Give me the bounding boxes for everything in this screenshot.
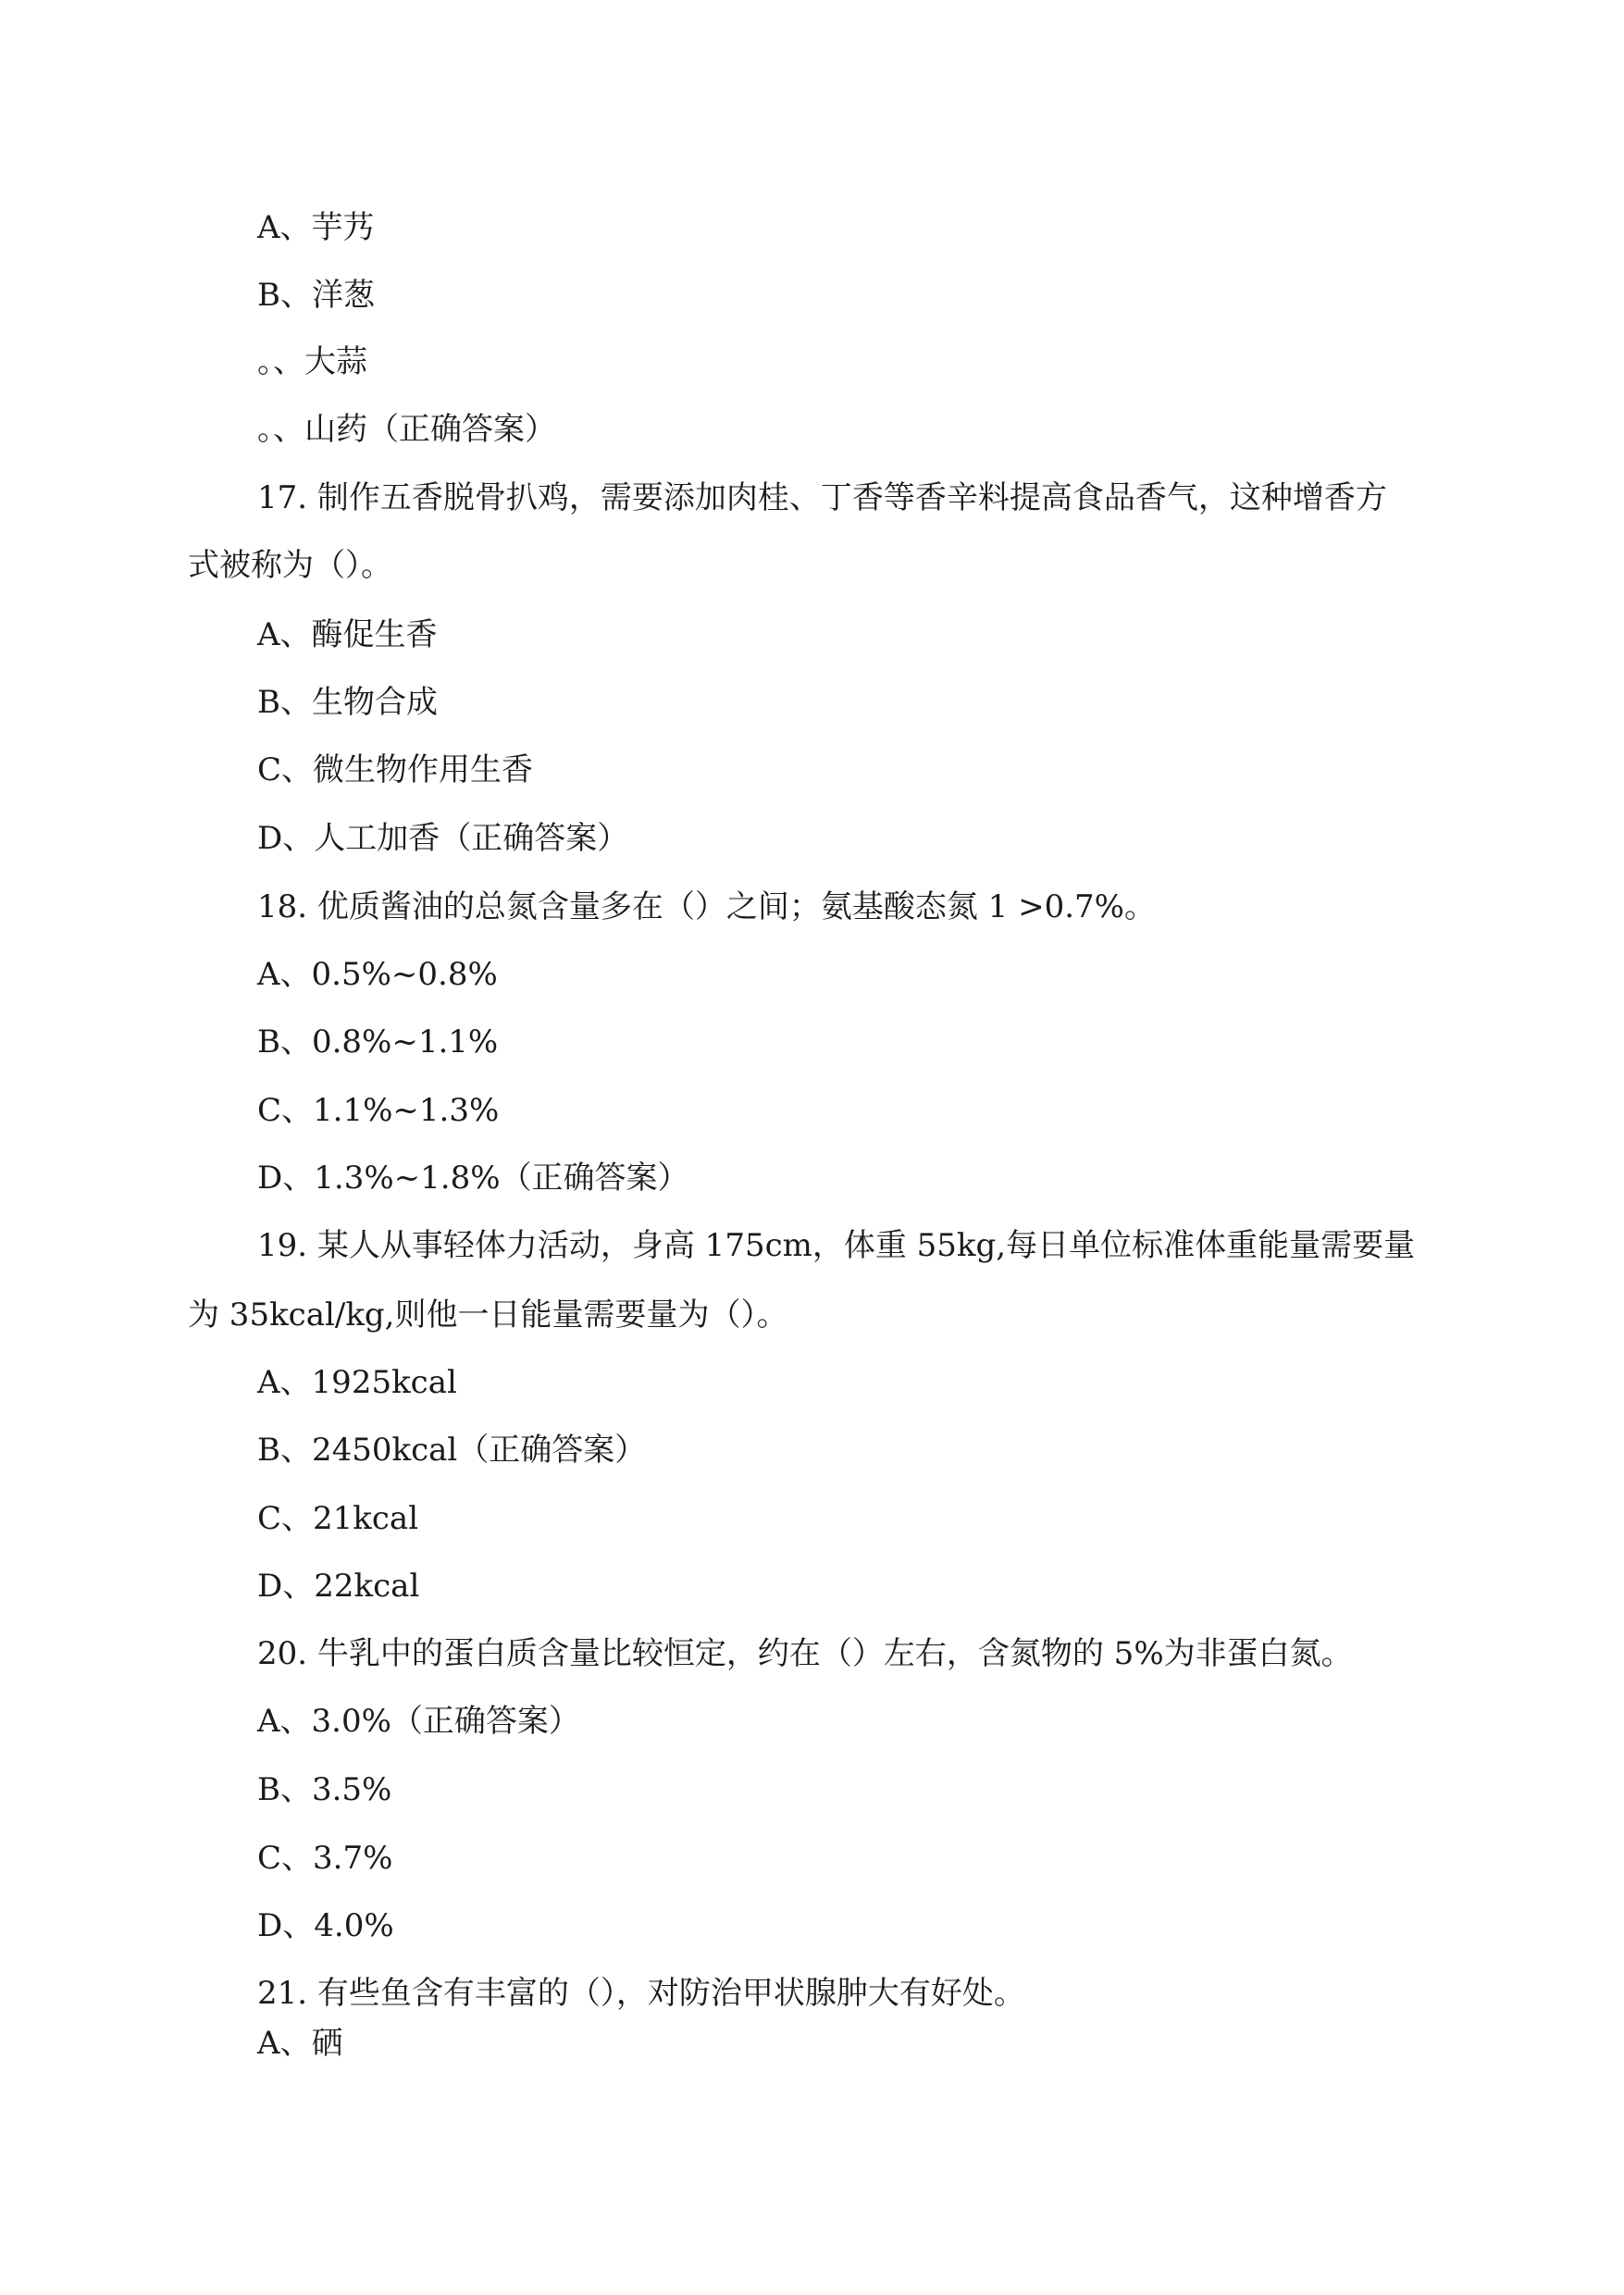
option-18b: B、0.8%~1.1% <box>257 1023 499 1061</box>
option-19d: D、22kcal <box>257 1568 420 1605</box>
option-18d: D、1.3%~1.8%（正确答案） <box>257 1160 689 1197</box>
option-17c: C、微生物作用生香 <box>257 751 534 788</box>
option-16d: 。、山药（正确答案） <box>257 411 556 448</box>
option-16b: B、洋葱 <box>257 277 375 314</box>
option-20d: D、4.0% <box>257 1907 394 1944</box>
option-21a: A、硒 <box>257 2025 343 2062</box>
option-17b: B、生物合成 <box>257 684 438 721</box>
option-17d: D、人工加香（正确答案） <box>257 820 629 857</box>
option-20c: C、3.7% <box>257 1840 393 1877</box>
option-16c: 。、大蒜 <box>257 343 367 380</box>
option-19a: A、1925kcal <box>257 1364 457 1401</box>
question-18: 18. 优质酱油的总氮含量多在（）之间；氨基酸态氮 1 >0.7%。 <box>257 888 1156 925</box>
option-16a: A、芋艿 <box>257 209 375 246</box>
option-19b: B、2450kcal（正确答案） <box>257 1432 647 1469</box>
question-17: 17. 制作五香脱骨扒鸡，需要添加肉桂、丁香等香辛料提高食品香气，这种增香方 <box>257 479 1387 516</box>
question-19: 19. 某人从事轻体力活动，身高 175cm，体重 55kg,每日单位标准体重能量需要量 <box>257 1227 1416 1264</box>
question-17-continuation: 式被称为（）。 <box>188 547 392 584</box>
option-18c: C、1.1%~1.3% <box>257 1092 500 1129</box>
question-21: 21. 有些鱼含有丰富的（），对防治甲状腺肿大有好处。 <box>257 1975 1025 2012</box>
option-19c: C、21kcal <box>257 1500 419 1537</box>
question-20: 20. 牛乳中的蛋白质含量比较恒定，约在（）左右，含氮物的 5%为非蛋白氮。 <box>257 1635 1353 1672</box>
question-19-continuation: 为 35kcal/kg,则他一日能量需要量为（）。 <box>188 1296 788 1334</box>
option-20a: A、3.0%（正确答案） <box>257 1703 580 1740</box>
option-20b: B、3.5% <box>257 1771 392 1808</box>
option-18a: A、0.5%~0.8% <box>257 956 498 993</box>
option-17a: A、酶促生香 <box>257 616 438 653</box>
